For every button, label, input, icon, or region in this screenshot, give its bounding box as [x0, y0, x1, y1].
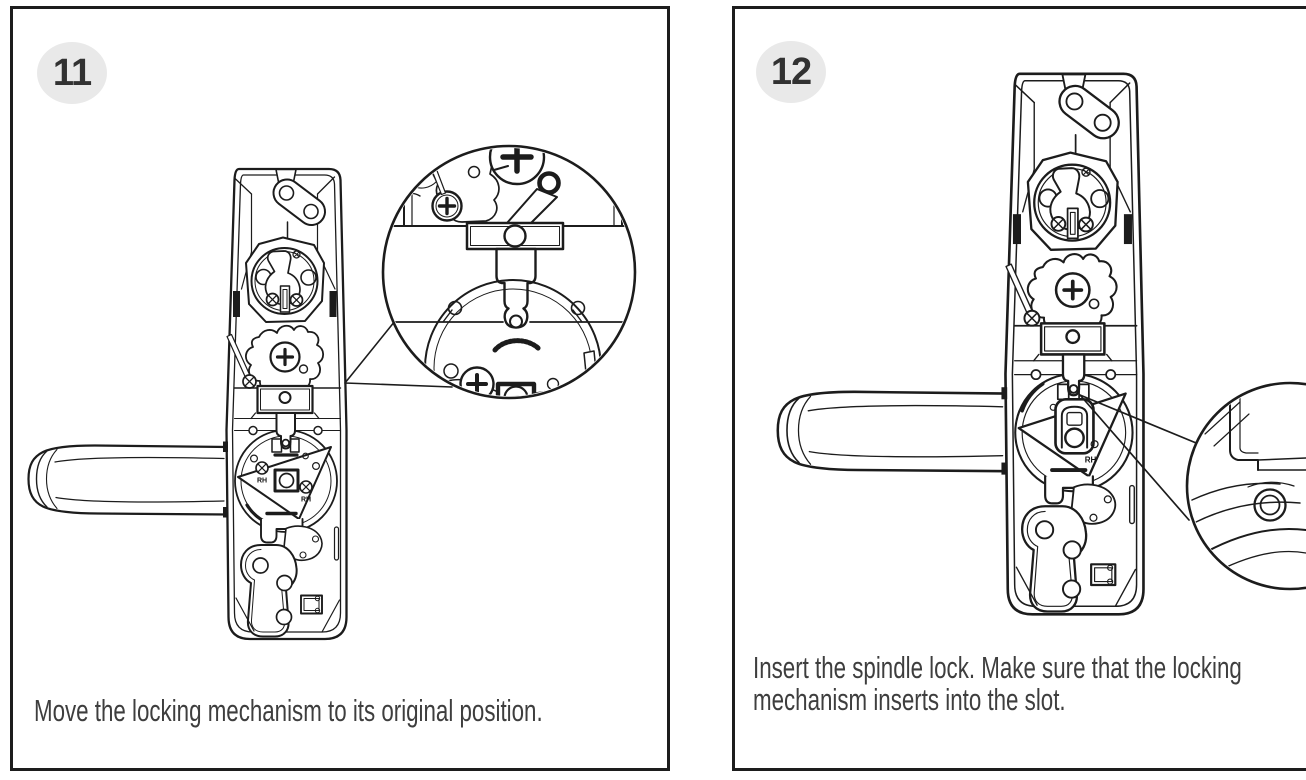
rh-part-label: RH	[256, 477, 268, 485]
step-12-lock-drawing	[778, 74, 1144, 615]
lock-assembly-drawing	[778, 74, 1144, 615]
step-11-lock-drawing	[29, 130, 636, 639]
step-number: 12	[770, 50, 812, 93]
lock-assembly-drawing	[29, 169, 347, 639]
magnifier-callout-icon	[345, 130, 635, 456]
step-number-badge	[37, 42, 107, 104]
caption-line: mechanism inserts into the slot.	[753, 681, 1066, 717]
step-caption	[753, 652, 1242, 715]
step-caption: Move the locking mechanism to its original position.	[34, 693, 543, 728]
step-number: 11	[52, 51, 92, 94]
step-number-badge	[756, 41, 826, 103]
caption-line: Insert the spindle lock. Make sure that the locking	[753, 650, 1242, 685]
rh-part-label: RH	[1084, 455, 1097, 465]
rh-part-label: RH	[300, 496, 312, 504]
